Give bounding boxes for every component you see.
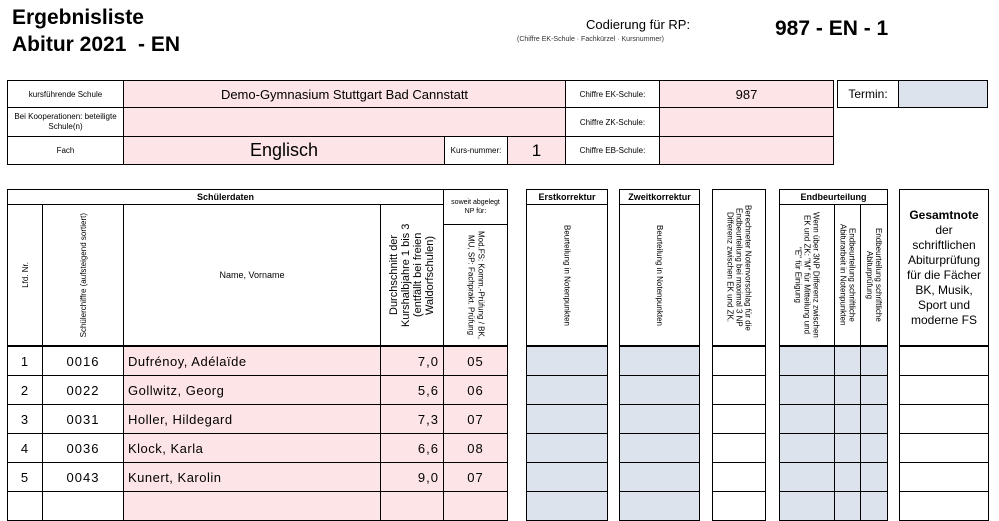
- col-nr-label: Lfd. Nr.: [20, 262, 30, 288]
- col-np-label: Mod.FS: Komm.-Prüfung / BK, MU, SP: Fachprakt. Prüfung: [466, 230, 486, 340]
- end-col1-label: Wenn über 3NP Differenz zwischen EK und ZK: "M" für Mitteilung und "E" für Einigung: [793, 212, 821, 338]
- notenvorschlag-label: Berechneter Notenvorschlag für die Endbeurteilung bei maximal 3 NP Differenz zwischen EK und ZK.: [725, 204, 753, 331]
- row-avg[interactable]: 6,6: [380, 433, 444, 463]
- school-label: kursführende Schule: [7, 80, 124, 108]
- course-number-field[interactable]: 1: [507, 136, 566, 165]
- row-end-me-input[interactable]: [779, 433, 835, 463]
- col-header-nr: [7, 204, 43, 346]
- row-vorschlag: [712, 346, 766, 376]
- course-code: 987 - EN - 1: [775, 17, 889, 40]
- erstkorrektur-header: Erstkorrektur: [526, 189, 608, 205]
- gesamtnote-title: Gesamtnote: [909, 207, 979, 222]
- row-avg[interactable]: [380, 491, 444, 521]
- zweitkorrektur-col-header: [619, 204, 700, 346]
- row-name[interactable]: Gollwitz, Georg: [123, 375, 381, 405]
- row-avg[interactable]: 7,0: [380, 346, 444, 376]
- row-np[interactable]: 06: [443, 375, 508, 405]
- row-zweit-input[interactable]: [619, 491, 700, 521]
- row-name[interactable]: Dufrénoy, Adélaïde: [123, 346, 381, 376]
- end-col2-header: [834, 204, 861, 346]
- row-np[interactable]: 07: [443, 462, 508, 492]
- col-name-label: Name, Vorname: [219, 270, 285, 280]
- zk-school-label: Chiffre ZK-Schule:: [565, 107, 660, 137]
- row-end-pruefung-input[interactable]: [860, 433, 888, 463]
- row-vorschlag: [712, 375, 766, 405]
- row-vorschlag: [712, 433, 766, 463]
- col-header-avg: [380, 204, 444, 346]
- row-end-me-input[interactable]: [779, 375, 835, 405]
- row-gesamtnote: [899, 433, 989, 463]
- row-zweit-input[interactable]: [619, 404, 700, 434]
- np-header: soweit abgelegt NP für:: [443, 189, 508, 225]
- notenvorschlag-header: [712, 189, 766, 346]
- eb-school-label: Chiffre EB-Schule:: [565, 136, 660, 165]
- row-nr: 3: [7, 404, 43, 434]
- row-end-pruefung-input[interactable]: [860, 404, 888, 434]
- row-end-pruefung-input[interactable]: [860, 491, 888, 521]
- end-col3-header: [860, 204, 888, 346]
- row-avg[interactable]: 7,3: [380, 404, 444, 434]
- subject-label: Fach: [7, 136, 124, 165]
- row-zweit-input[interactable]: [619, 462, 700, 492]
- row-end-pruefung-input[interactable]: [860, 462, 888, 492]
- row-nr: 4: [7, 433, 43, 463]
- row-erst-input[interactable]: [526, 375, 608, 405]
- coding-subtitle: (Chiffre EK-Schule · Fachkürzel · Kursnummer): [517, 36, 664, 43]
- row-gesamtnote: [899, 462, 989, 492]
- row-nr: 2: [7, 375, 43, 405]
- row-erst-input[interactable]: [526, 346, 608, 376]
- row-gesamtnote: [899, 346, 989, 376]
- row-chiffre: [42, 491, 124, 521]
- col-chiffre-label: Schülerchiffre (aufsteigend sortiert): [78, 212, 88, 338]
- row-zweit-input[interactable]: [619, 375, 700, 405]
- row-chiffre: 0016: [42, 346, 124, 376]
- row-end-np-input[interactable]: [834, 491, 861, 521]
- document-title: [12, 4, 180, 58]
- coding-label: Codierung für RP:: [586, 17, 691, 32]
- row-np[interactable]: 08: [443, 433, 508, 463]
- zk-school-field[interactable]: [659, 107, 834, 137]
- row-erst-input[interactable]: [526, 491, 608, 521]
- row-name[interactable]: Holler, Hildegard: [123, 404, 381, 434]
- title-line-2: Abitur 2021 - EN: [12, 33, 181, 56]
- ek-school-label: Chiffre EK-Schule:: [565, 80, 660, 108]
- schuelerdaten-header: Schülerdaten: [7, 189, 444, 205]
- col-header-np: [443, 224, 508, 346]
- termin-label: Termin:: [837, 80, 899, 108]
- row-chiffre: 0031: [42, 404, 124, 434]
- row-end-pruefung-input[interactable]: [860, 346, 888, 376]
- row-vorschlag: [712, 491, 766, 521]
- row-gesamtnote: [899, 404, 989, 434]
- school-field[interactable]: Demo-Gymnasium Stuttgart Bad Cannstatt: [123, 80, 566, 108]
- row-nr: 1: [7, 346, 43, 376]
- row-erst-input[interactable]: [526, 433, 608, 463]
- row-chiffre: 0036: [42, 433, 124, 463]
- row-erst-input[interactable]: [526, 462, 608, 492]
- col-header-name: [123, 204, 381, 346]
- row-end-me-input[interactable]: [779, 462, 835, 492]
- row-end-me-input[interactable]: [779, 346, 835, 376]
- row-vorschlag: [712, 404, 766, 434]
- gesamtnote-sub: der schriftlichen Abiturprüfung für die Fächer BK, Musik, Sport und moderne FS: [906, 222, 982, 327]
- row-zweit-input[interactable]: [619, 433, 700, 463]
- erstkorrektur-col-header: [526, 204, 608, 346]
- col-avg-label: Durchschnitt der Kurshalbjahre 1 bis 3 (entfällt bei freien Waldorfschulen): [388, 223, 436, 327]
- row-np[interactable]: 05: [443, 346, 508, 376]
- erst-sub-label: Beurteilung in Notenpunkten: [562, 224, 572, 326]
- row-name[interactable]: [123, 491, 381, 521]
- coop-label: Bei Kooperationen: beteiligte Schule(n): [7, 107, 124, 137]
- row-np[interactable]: [443, 491, 508, 521]
- row-end-np-input[interactable]: [834, 433, 861, 463]
- endbeurteilung-header: Endbeurteilung: [779, 189, 888, 205]
- row-end-me-input[interactable]: [779, 491, 835, 521]
- end-col1-header: [779, 204, 835, 346]
- row-end-np-input[interactable]: [834, 375, 861, 405]
- zweitkorrektur-header: Zweitkorrektur: [619, 189, 700, 205]
- row-end-np-input[interactable]: [834, 404, 861, 434]
- row-gesamtnote: [899, 491, 989, 521]
- end-col3-label: Endbeurteilung schriftliche Abiturprüfung: [865, 228, 883, 322]
- row-erst-input[interactable]: [526, 404, 608, 434]
- coop-field[interactable]: [123, 107, 566, 137]
- course-number-label: Kurs-nummer:: [444, 136, 508, 165]
- subject-field[interactable]: Englisch: [123, 136, 445, 165]
- row-chiffre: 0022: [42, 375, 124, 405]
- row-end-np-input[interactable]: [834, 462, 861, 492]
- row-vorschlag: [712, 462, 766, 492]
- row-avg[interactable]: 9,0: [380, 462, 444, 492]
- col-header-chiffre: [42, 204, 124, 346]
- row-zweit-input[interactable]: [619, 346, 700, 376]
- termin-field[interactable]: [898, 80, 988, 108]
- eb-school-field[interactable]: [659, 136, 834, 165]
- ek-school-field[interactable]: 987: [659, 80, 834, 108]
- row-name[interactable]: Kunert, Karolin: [123, 462, 381, 492]
- title-line-1: Ergebnisliste: [12, 6, 144, 29]
- row-nr: 5: [7, 462, 43, 492]
- row-np[interactable]: 07: [443, 404, 508, 434]
- end-col2-label: Endbeurteilung schriftliche Abiturarbeit in Notenpunkten: [838, 224, 857, 326]
- row-gesamtnote: [899, 375, 989, 405]
- zweit-sub-label: Beurteilung in Notenpunkten: [655, 224, 664, 326]
- row-chiffre: 0043: [42, 462, 124, 492]
- row-name[interactable]: Klock, Karla: [123, 433, 381, 463]
- row-end-np-input[interactable]: [834, 346, 861, 376]
- row-avg[interactable]: 5,6: [380, 375, 444, 405]
- row-end-me-input[interactable]: [779, 404, 835, 434]
- row-end-pruefung-input[interactable]: [860, 375, 888, 405]
- gesamtnote-header: [899, 189, 989, 346]
- row-nr: [7, 491, 43, 521]
